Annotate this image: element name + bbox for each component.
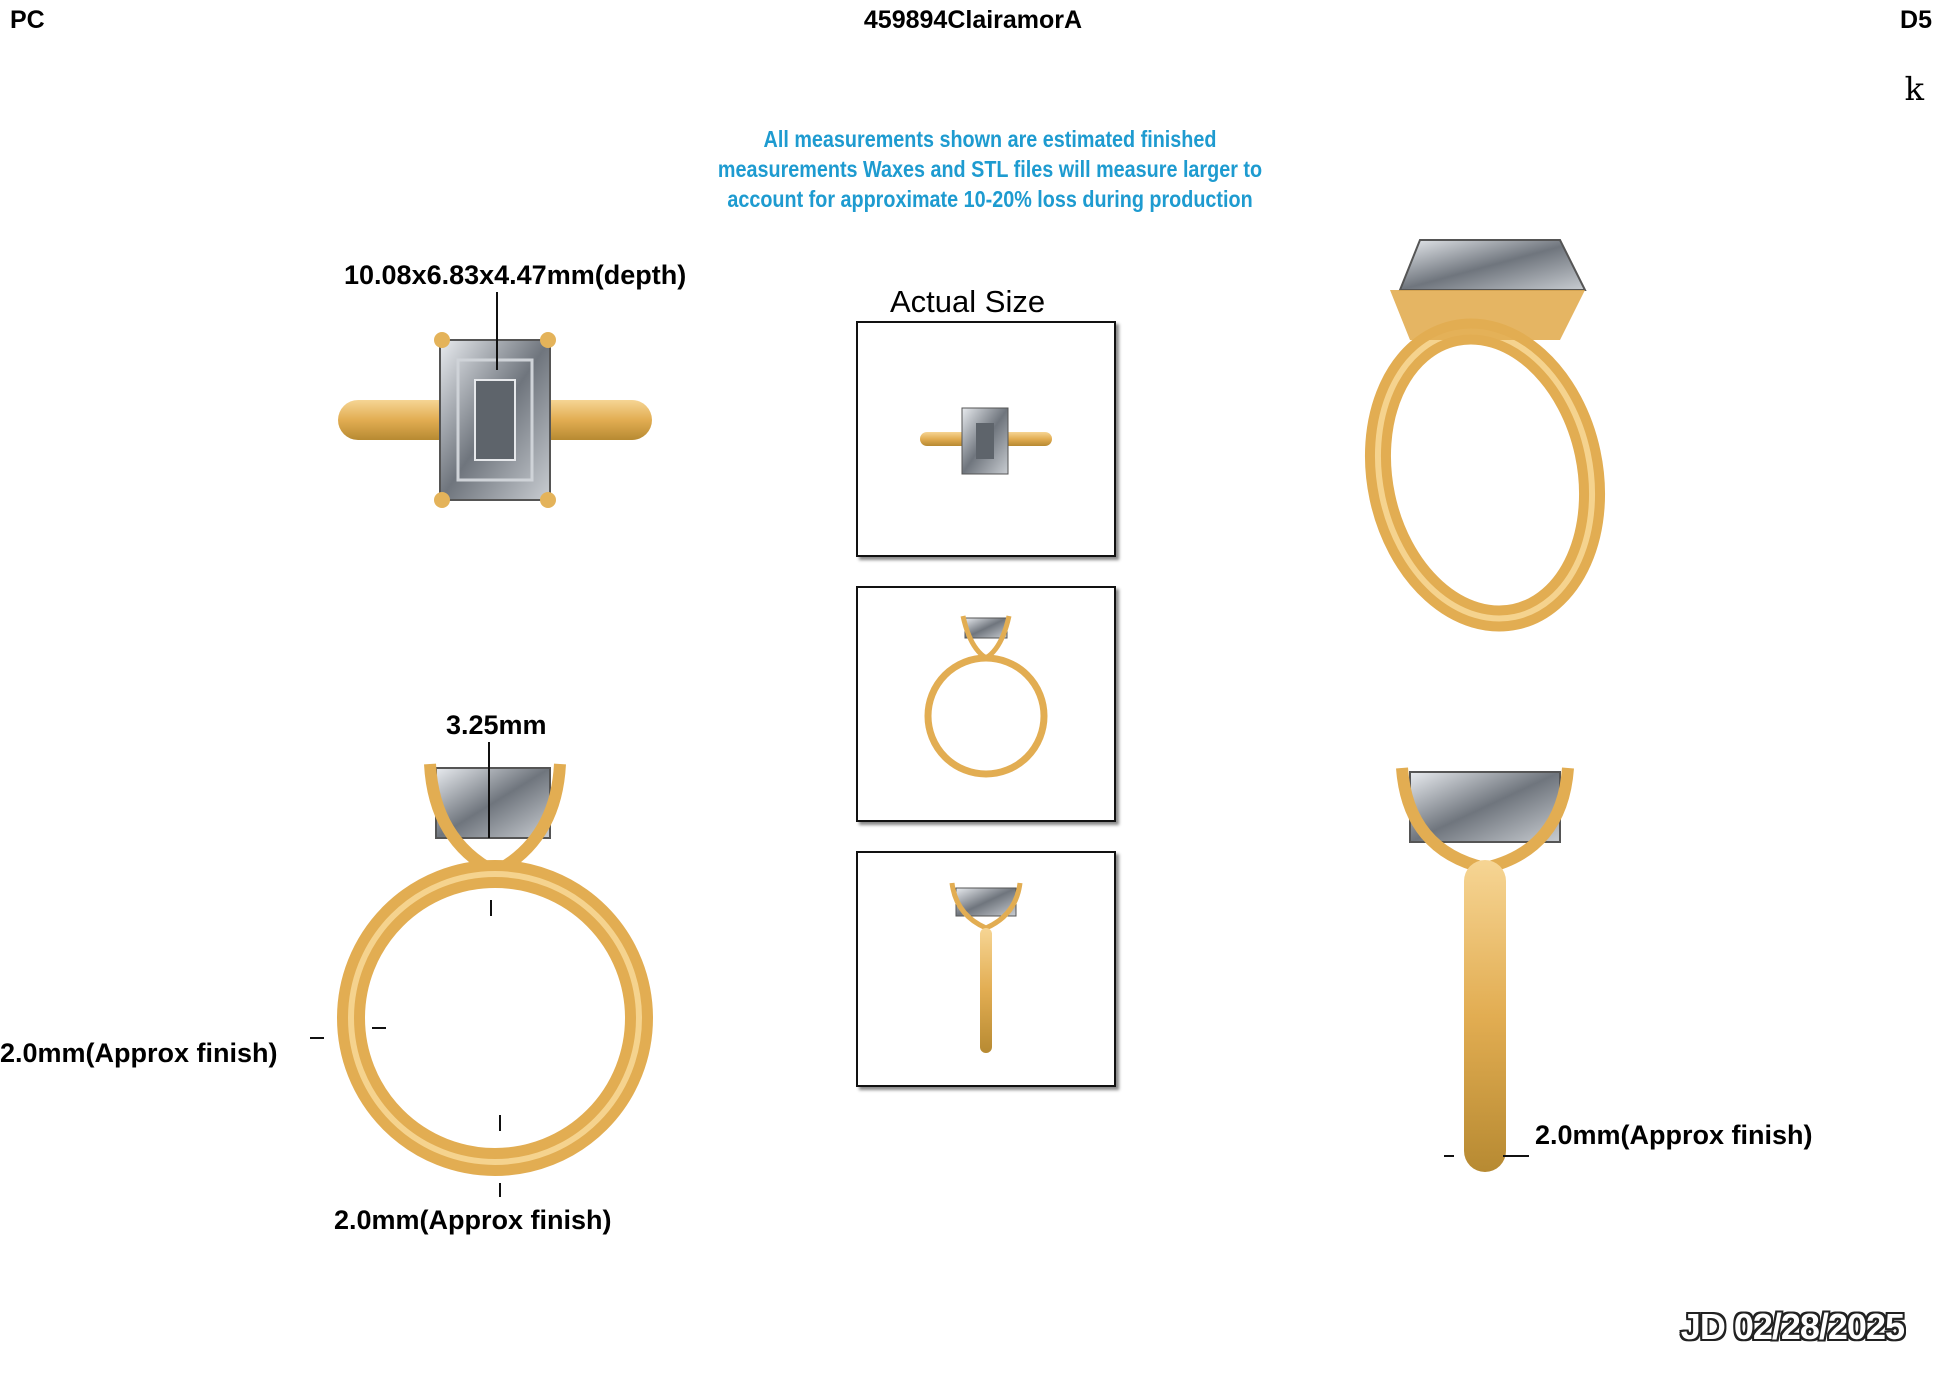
- actual-size-side-view-box: [856, 851, 1116, 1087]
- notice-line-1: All measurements shown are estimated finished: [763, 126, 1217, 152]
- measurement-notice: [600, 124, 1380, 214]
- actual-size-front-view-image: [858, 588, 1114, 820]
- corner-mark: k: [1904, 70, 1924, 108]
- band-width-profile-label: 2.0mm(Approx finish): [1535, 1120, 1813, 1150]
- design-id-title: 459894ClairamorA: [863, 6, 1083, 34]
- measure-tick-profile-right: [1503, 1155, 1529, 1157]
- notice-line-3: account for approximate 10-20% loss during production: [727, 186, 1253, 212]
- head-height-leader-line: [488, 742, 490, 838]
- actual-size-side-view-image: [858, 853, 1114, 1085]
- notice-line-2: measurements Waxes and STL files will measure larger to: [717, 156, 1263, 182]
- band-width-bottom-label: 2.0mm(Approx finish): [334, 1205, 612, 1235]
- measure-tick-left: [310, 1037, 324, 1039]
- actual-size-top-view-image: [858, 323, 1114, 555]
- actual-size-front-view-box: [856, 586, 1116, 822]
- designer-date-stamp: JD 02/28/2025: [1680, 1306, 1904, 1347]
- stone-dimensions-label: 10.08x6.83x4.47mm(depth): [344, 260, 687, 290]
- header-code-left: PC: [10, 6, 45, 34]
- measure-tick-profile-left: [1444, 1155, 1454, 1157]
- measure-tick-inner-bottom: [499, 1115, 501, 1131]
- stone-dimension-leader-line: [496, 292, 498, 370]
- measure-tick-bottom: [499, 1183, 501, 1197]
- measure-tick-top: [490, 900, 492, 916]
- ring-perspective-view-image: [1350, 230, 1620, 640]
- measure-tick-inner-left: [372, 1027, 386, 1029]
- ring-profile-view-image: [1380, 760, 1590, 1180]
- band-width-side-label: 2.0mm(Approx finish): [0, 1038, 278, 1068]
- ring-front-view-image: [330, 760, 660, 1180]
- actual-size-top-view-box: [856, 321, 1116, 557]
- ring-top-view-image: [330, 320, 660, 520]
- head-height-label: 3.25mm: [446, 710, 547, 740]
- header-code-right: D5: [1900, 6, 1932, 34]
- actual-size-title: Actual Size: [890, 284, 1046, 319]
